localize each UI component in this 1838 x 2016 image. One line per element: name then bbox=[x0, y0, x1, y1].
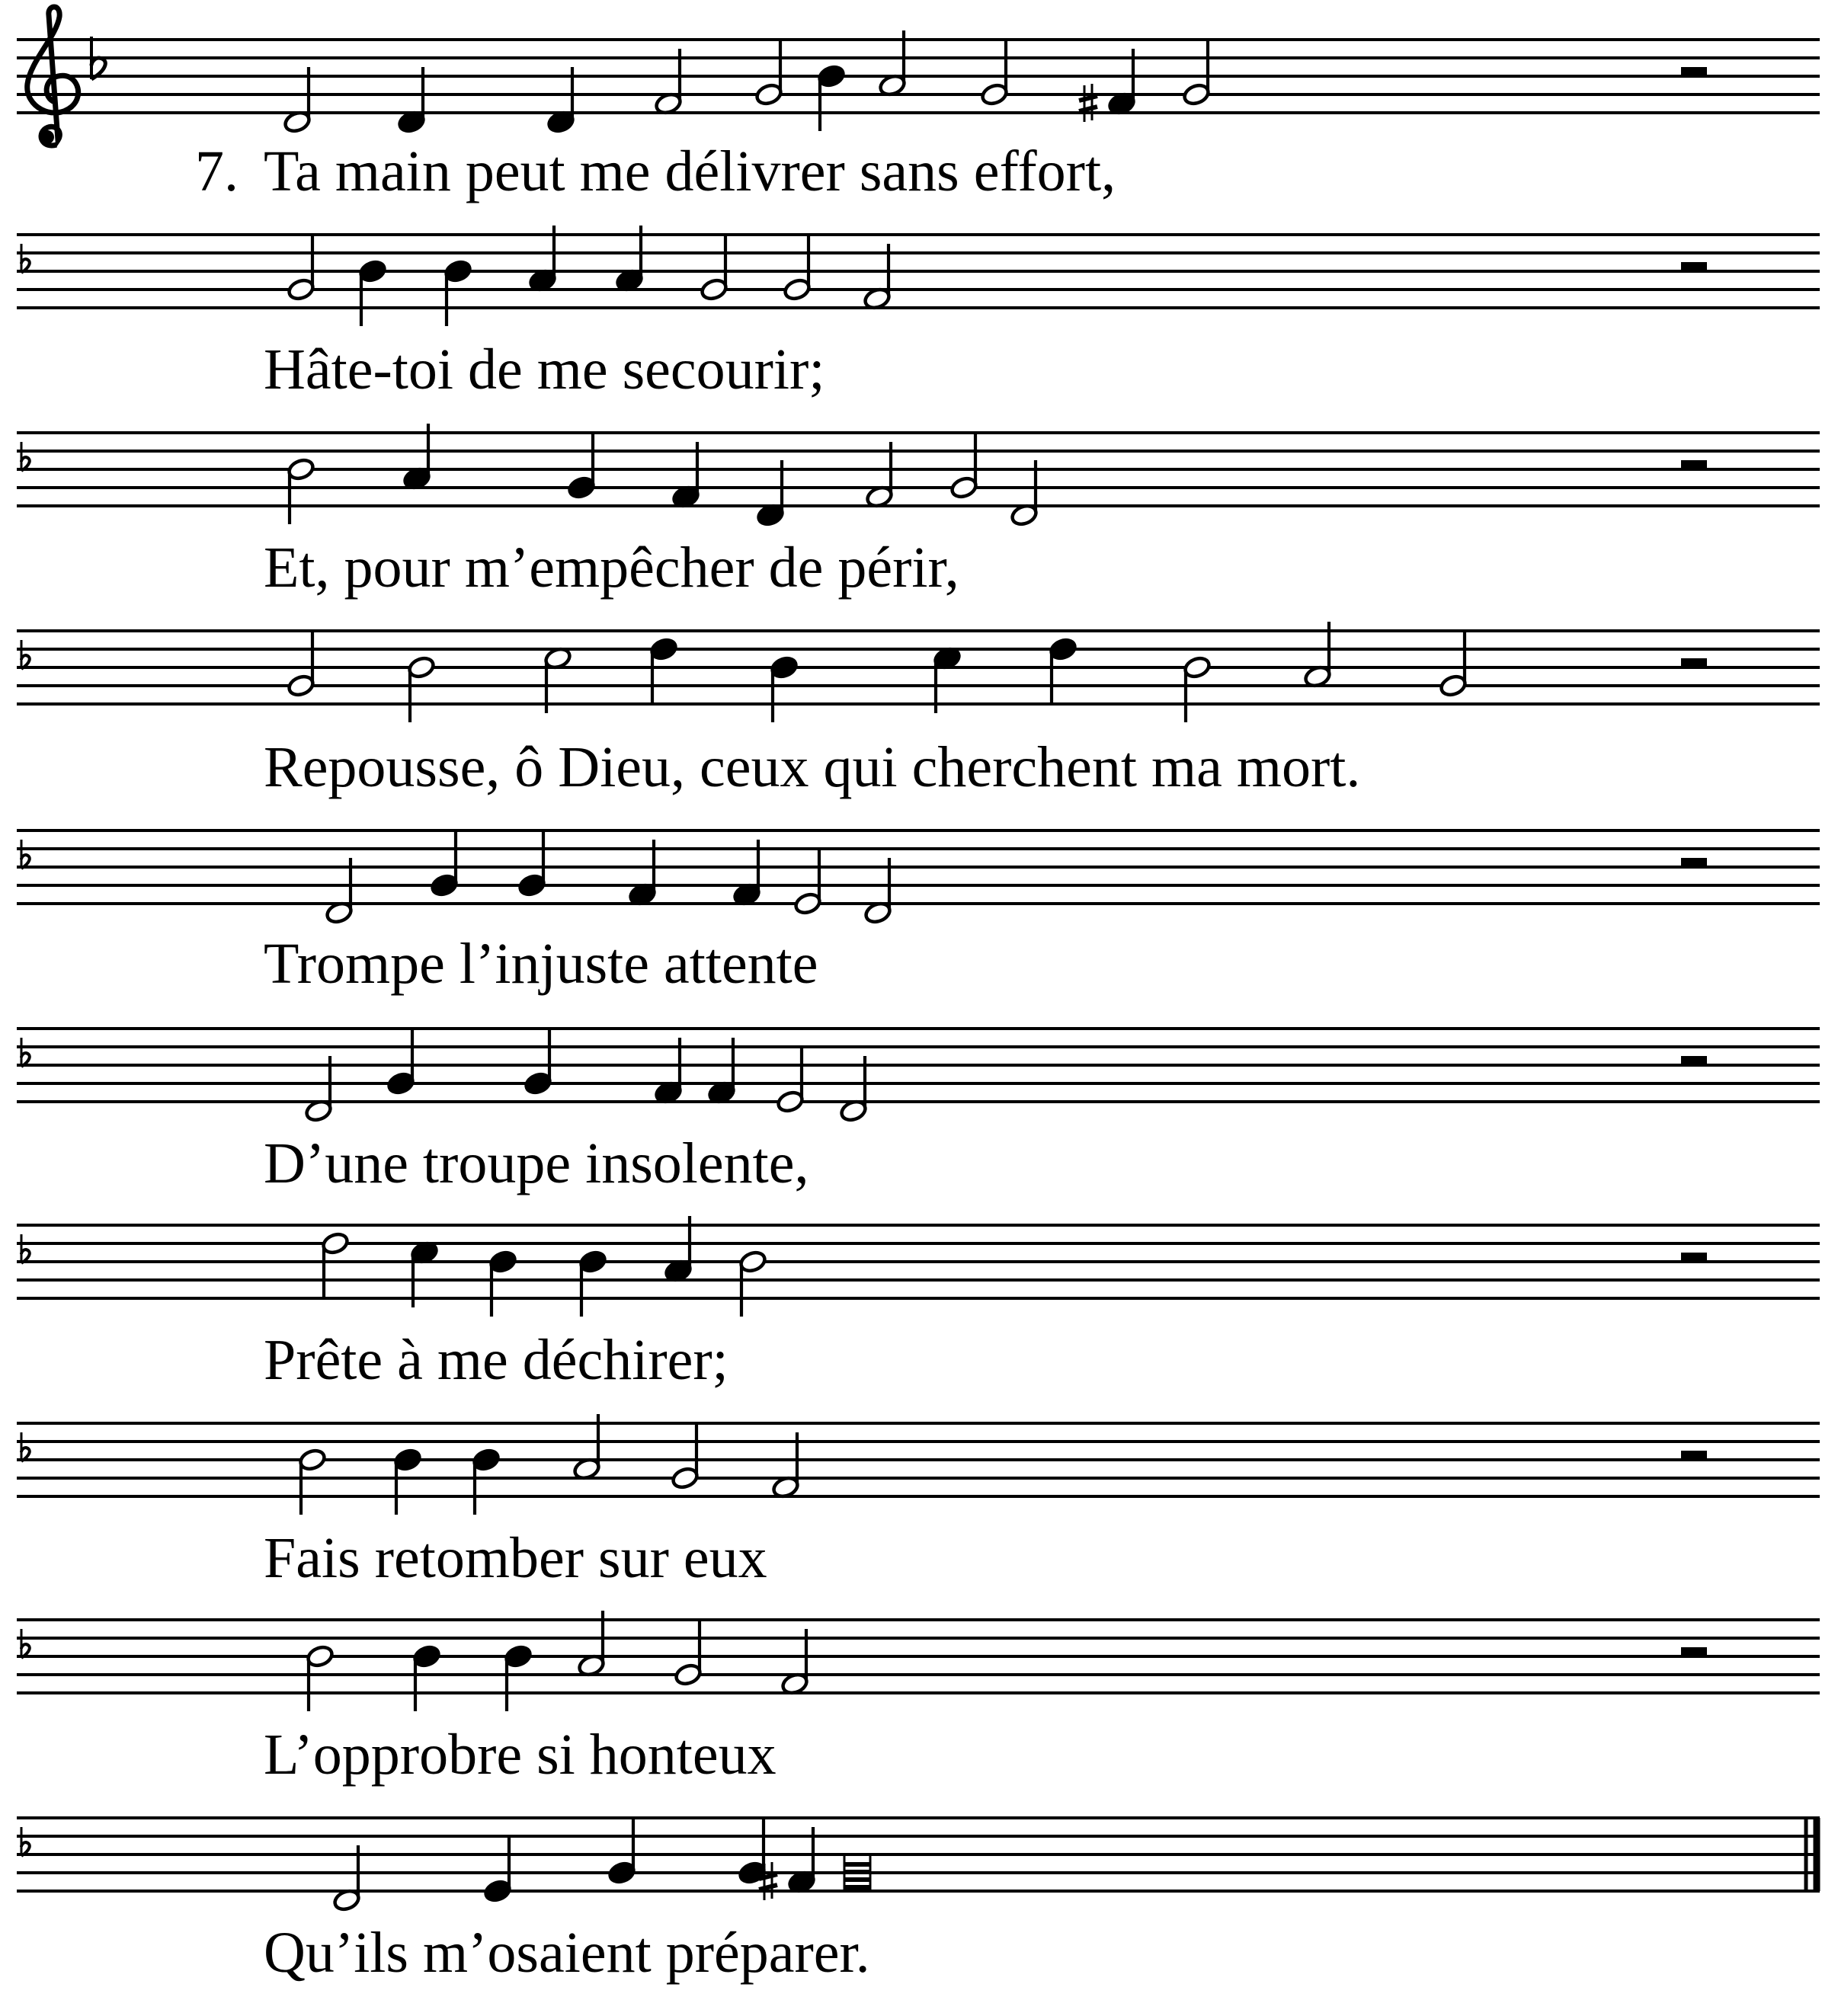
half-rest bbox=[1681, 460, 1707, 469]
half-note bbox=[738, 1250, 767, 1317]
quarter-note bbox=[483, 1836, 512, 1903]
quarter-note bbox=[738, 1818, 767, 1885]
lyric-line: Repousse, ô Dieu, ceux qui cherchent ma mort. bbox=[264, 735, 1361, 799]
quarter-note bbox=[649, 637, 678, 704]
half-note bbox=[671, 1423, 700, 1490]
half-note bbox=[700, 235, 728, 302]
flat-key-signature-icon bbox=[21, 1038, 30, 1067]
lyric-line: Qu’ils m’osaient préparer. bbox=[264, 1921, 870, 1985]
staff-system-4 bbox=[17, 622, 1820, 799]
half-rest bbox=[1681, 1253, 1707, 1262]
quarter-note bbox=[1079, 49, 1136, 122]
flat-key-signature-icon bbox=[21, 840, 30, 869]
note-group bbox=[287, 424, 1707, 527]
half-rest bbox=[1681, 1451, 1707, 1460]
quarter-note bbox=[358, 259, 387, 326]
half-note bbox=[1183, 655, 1212, 722]
staff-system-5 bbox=[17, 830, 1820, 996]
note-group bbox=[298, 1414, 1707, 1515]
staff-lines bbox=[17, 40, 1820, 113]
lyric-line: D’une troupe insolente, bbox=[264, 1131, 809, 1195]
staff-system-2 bbox=[17, 226, 1820, 402]
staff-lines bbox=[17, 1225, 1820, 1298]
note-group bbox=[306, 1611, 1707, 1711]
lyric-line: L’opprobre si honteux bbox=[264, 1723, 777, 1787]
staff-lines bbox=[17, 1818, 1820, 1891]
quarter-note bbox=[759, 1827, 816, 1900]
quarter-note bbox=[607, 1818, 636, 1885]
note-group bbox=[287, 226, 1707, 326]
half-note bbox=[949, 433, 978, 500]
quarter-note bbox=[393, 1448, 422, 1515]
half-rest bbox=[1681, 1056, 1707, 1065]
half-rest bbox=[1681, 858, 1707, 867]
note-group bbox=[287, 622, 1707, 722]
half-rest bbox=[1681, 67, 1707, 76]
half-note bbox=[1439, 631, 1468, 698]
half-note bbox=[321, 1231, 350, 1298]
staff-system-8 bbox=[17, 1414, 1820, 1590]
quarter-note bbox=[504, 1644, 533, 1711]
half-note bbox=[1182, 40, 1211, 107]
flat-key-signature-icon bbox=[21, 1629, 30, 1658]
half-note bbox=[754, 40, 783, 107]
verse-number: 7. bbox=[195, 139, 239, 203]
half-note bbox=[793, 849, 822, 916]
half-note bbox=[287, 235, 315, 302]
quarter-note bbox=[443, 259, 472, 326]
quarter-note bbox=[567, 433, 596, 500]
staff-lines bbox=[17, 433, 1820, 506]
staff-lines bbox=[17, 830, 1820, 904]
half-note bbox=[674, 1620, 703, 1687]
staff-system-10 bbox=[17, 1818, 1820, 1985]
lyric-line: Ta main peut me délivrer sans effort, bbox=[264, 139, 1116, 203]
lyric-line: Et, pour m’empêcher de périr, bbox=[264, 536, 959, 600]
flat-key-signature-icon bbox=[21, 1234, 30, 1263]
quarter-note bbox=[517, 830, 546, 898]
quarter-note bbox=[472, 1448, 501, 1515]
staff-lines bbox=[17, 1423, 1820, 1496]
half-rest bbox=[1681, 262, 1707, 271]
staff-lines bbox=[17, 631, 1820, 704]
half-note bbox=[287, 631, 315, 698]
lyric-line: Prête à me déchirer; bbox=[264, 1328, 728, 1392]
flat-key-signature-icon bbox=[21, 1827, 30, 1856]
quarter-note bbox=[578, 1250, 607, 1317]
half-note bbox=[776, 1047, 805, 1114]
flat-key-signature-icon bbox=[21, 1432, 30, 1461]
note-group bbox=[304, 1029, 1707, 1123]
half-note bbox=[783, 235, 812, 302]
flat-key-signature-icon bbox=[21, 442, 30, 471]
staff-system-7 bbox=[17, 1216, 1820, 1392]
flat-key-signature-icon bbox=[21, 244, 30, 273]
half-note bbox=[298, 1448, 327, 1515]
half-note bbox=[306, 1644, 335, 1711]
half-note bbox=[980, 40, 1009, 107]
note-group bbox=[332, 1818, 870, 1912]
staff-lines bbox=[17, 1029, 1820, 1102]
half-rest bbox=[1681, 658, 1707, 667]
half-note bbox=[287, 457, 315, 524]
flat-key-signature-icon bbox=[21, 640, 30, 669]
quarter-note bbox=[524, 1029, 552, 1096]
lyric-line: Trompe l’injuste attente bbox=[264, 932, 818, 996]
lyric-line: Hâte-toi de me secourir; bbox=[264, 338, 825, 402]
half-note bbox=[407, 655, 436, 722]
staff-system-3 bbox=[17, 424, 1820, 600]
half-rest bbox=[1681, 1647, 1707, 1656]
note-group bbox=[325, 830, 1707, 925]
staff-lines bbox=[17, 1620, 1820, 1693]
quarter-note bbox=[386, 1029, 415, 1096]
quarter-note bbox=[430, 830, 459, 898]
quarter-note bbox=[488, 1250, 517, 1317]
staff-lines bbox=[17, 235, 1820, 308]
quarter-note bbox=[412, 1644, 441, 1711]
tremolo-mark bbox=[844, 1856, 870, 1891]
quarter-note bbox=[770, 655, 799, 722]
staff-system-9 bbox=[17, 1611, 1820, 1787]
staff-system-1 bbox=[17, 7, 1820, 203]
lyric-line: Fais retomber sur eux bbox=[264, 1526, 767, 1590]
note-group bbox=[321, 1216, 1707, 1317]
quarter-note bbox=[1049, 637, 1078, 704]
sharp-icon bbox=[1079, 84, 1097, 122]
staff-system-6 bbox=[17, 1029, 1820, 1195]
note-group bbox=[283, 30, 1707, 134]
quarter-note bbox=[817, 64, 846, 131]
